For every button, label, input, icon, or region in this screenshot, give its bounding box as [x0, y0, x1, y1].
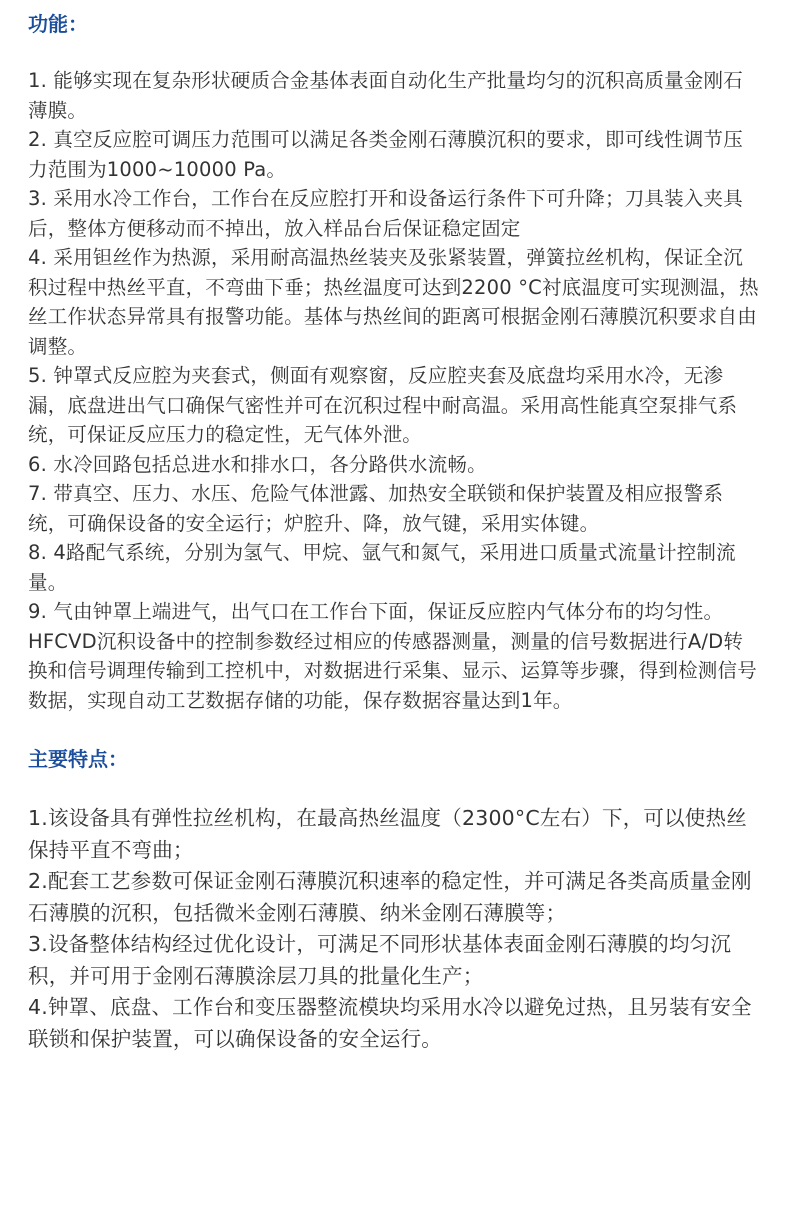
- function-item-3: 3. 采用水冷工作台，工作台在反应腔打开和设备运行条件下可升降；刀具装入夹具后，整体方便移动而不掉出，放入样品台后保证稳定固定: [28, 187, 743, 240]
- function-item-2: 2. 真空反应腔可调压力范围可以满足各类金刚石薄膜沉积的要求，即可线性调节压力范围为1000~10000 Pa。: [28, 128, 743, 181]
- function-item-5: 5. 钟罩式反应腔为夹套式，侧面有观察窗，反应腔夹套及底盘均采用水冷，无渗漏，底盘进出气口确保气密性并可在沉积过程中耐高温。采用高性能真空泵排气系统，可保证反应压力的稳定性，无气体外泄。: [28, 364, 738, 446]
- feature-item-4: 4.钟罩、底盘、工作台和变压器整流模块均采用水冷以避免过热，且另装有安全联锁和保护装置，可以确保设备的安全运行。: [28, 995, 752, 1051]
- function-item-7: 7. 带真空、压力、水压、危险气体泄露、加热安全联锁和保护装置及相应报警系统，可确保设备的安全运行；炉腔升、降，放气键，采用实体键。: [28, 482, 724, 535]
- features-list: [28, 803, 762, 1055]
- function-item-1: 1. 能够实现在复杂形状硬质合金基体表面自动化生产批量均匀的沉积高质量金刚石薄膜。: [28, 69, 743, 122]
- functions-heading: 功能：: [28, 12, 88, 36]
- function-item-4: 4. 采用钽丝作为热源，采用耐高温热丝装夹及张紧装置，弹簧拉丝机构，保证全沉积过程中热丝平直，不弯曲下垂；热丝温度可达到2200 °C衬底温度可实现测温，热丝工作状态异常具有报警功能。基体与热丝间的距离可根据金刚石薄膜沉积要求自由调整。: [28, 246, 759, 358]
- feature-item-2: 2.配套工艺参数可保证金刚石薄膜沉积速率的稳定性，并可满足各类高质量金刚石薄膜的沉积，包括微米金刚石薄膜、纳米金刚石薄膜等；: [28, 869, 752, 925]
- function-item-6: 6. 水冷回路包括总进水和排水口，各分路供水流畅。: [28, 452, 487, 476]
- feature-item-1: 1.该设备具有弹性拉丝机构，在最高热丝温度（2300°C左右）下，可以使热丝保持平直不弯曲；: [28, 806, 747, 862]
- functions-list: [28, 66, 762, 715]
- function-item-9: 9. 气由钟罩上端进气，出气口在工作台下面，保证反应腔内气体分布的均匀性。: [28, 600, 724, 623]
- control-system-paragraph: HFCVD沉积设备中的控制参数经过相应的传感器测量，测量的信号数据进行A/D转换和信号调理传输到工控机中，对数据进行采集、显示、运算等步骤，得到检测信号数据，实现自动工艺数据存储的功能，保存数据容量达到1年。: [28, 629, 757, 712]
- features-heading: 主要特点：: [28, 747, 128, 771]
- function-item-8: 8. 4路配气系统，分别为氢气、甲烷、氩气和氮气，采用进口质量式流量计控制流量。: [28, 541, 736, 594]
- feature-item-3: 3.设备整体结构经过优化设计，可满足不同形状基体表面金刚石薄膜的均匀沉积，并可用于金刚石薄膜涂层刀具的批量化生产；: [28, 932, 732, 988]
